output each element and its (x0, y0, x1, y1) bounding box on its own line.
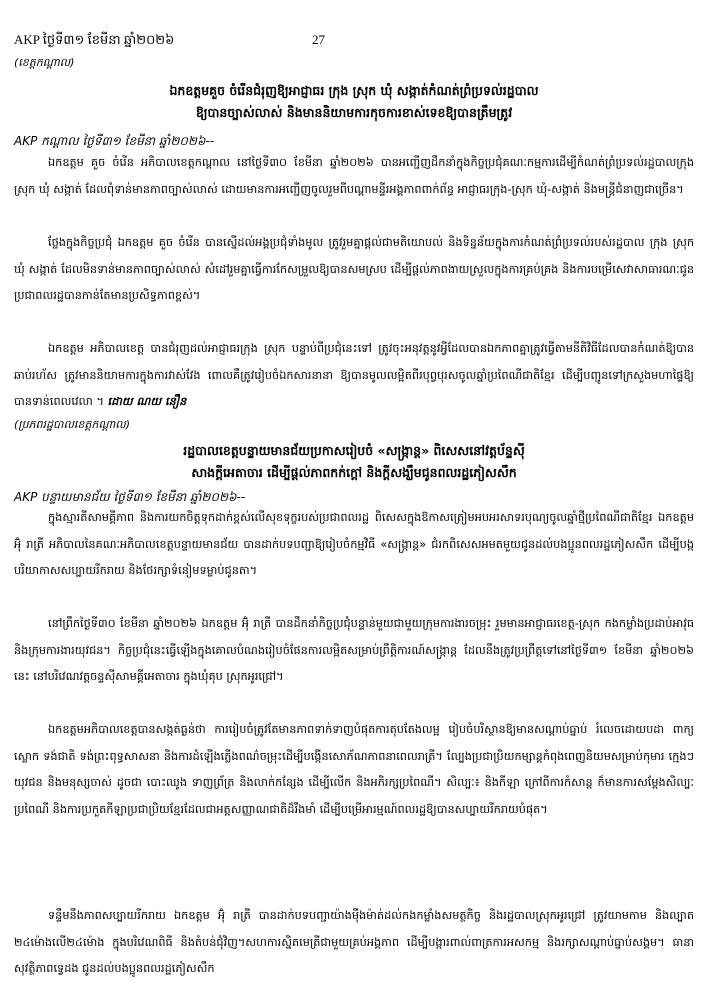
article-1-headline-line-2: ឱ្យបានច្បាស់លាស់ និងមាននិយាមការកុចការខាស់ទេខឱ្យបានត្រឹមត្រូវ (195, 105, 513, 120)
article-1-paragraph-1: ឯកឧត្តម គួច ចំរើន អភិបាលខេត្តកណ្ដាល នៅថ្ងៃទី៣០ ខែមីនា ឆ្នាំ២០២៦ បានអញ្ជើញដឹកនាំក្នុងកិច្ចប្រជុំគណៈកម្មការដើម្បីកំណត់ព្រំប្រទល់រដ្ឋបាលក្រុង ស្រុក ឃុំ សង្កាត់ ដែលពុំទាន់មានភាពច្បាស់លាស់ ដោយមានការអញ្ជើញចូលរួមពីបណ្ដាមន្ទីរអង្គភាពពាក់ព័ន្ធ អាជ្ញាធរក្រុង-ស្រុក ឃុំ-សង្កាត់ និងមន្ត្រីជំនាញជាច្រើន។ (14, 156, 694, 196)
article-2-paragraph-1: ក្នុងស្មារតីសាមគ្គីភាព និងការយកចិត្តទុកដាក់ខ្ពស់លើសុខទុក្ខរបស់ប្រជាពលរដ្ឋ ពិសេសក្នុងឱកាសត្រៀមអបអរសាទរបុណ្យចូលឆ្នាំថ្មីប្រពៃណីជាតិខ្មែរ ឯកឧត្តម អ៊ុំ រាត្រី អភិបាលនៃគណៈអភិបាលខេត្តបន្ទាយមានជ័យ បានដាក់បទបញ្ជាឱ្យរៀបចំកម្មវិធី «សង្ក្រាន្ត» ជំរកពិសេសអមតមួយជូនដល់បងប្អូនពលរដ្ឋភៀសសឹក ដើម្បីបង្កបរិយាកាសសប្បាយរីករាយ និងថែរក្សាទំនៀមទម្លាប់ជូនតា។ (14, 511, 694, 577)
article-2-headline-line-2: សាងក្តីអេតាចារ ដើម្បីផ្ដល់ភាពកក់ក្ដៅ និងក្ដីសង្ឃឹមជូនពលរដ្ឋភៀសសឹក (191, 465, 517, 480)
article-1-headline (14, 80, 694, 124)
header-date: AKP ថ្ងៃទី៣១ ខែមីនា ឆ្នាំ២០២៦ (14, 32, 175, 47)
article-2-paragraph-4: ទន្ទឹមនឹងភាពសប្បាយរីករាយ ឯកឧត្តម អ៊ុំ រាត្រី បានដាក់បទបញ្ជាយ៉ាងម៉ឺងម៉ាត់ដល់កងកម្លាំងសមត្ថកិច្ច និងរដ្ឋបាលស្រុកអូរជ្រៅ ត្រូវយាមកាម និងល្បាត ២៤ម៉ោងលើ២៤ម៉ោង ក្នុងបរិវេណពិធី និងតំបន់ជុំវិញ។សហការស្និតមេត្រីជាមួយគ្រប់អង្គភាព ដើម្បីបង្ការពាល់ពាត្រការអសកម្ម និងរក្សាសណ្ដាប់ធ្នាប់សង្គម។ ធានាសុវត្ថិភាពទ្វេដង ជូនដល់បងប្អូនពលរដ្ឋភៀសសឹក (14, 909, 694, 975)
article-1-paragraph-3-text: ឯកឧត្តម អភិបាលខេត្ត បានជំរុញដល់អាជ្ញាធរក្រុង ស្រុក បន្ទាប់ពីប្រជុំនេះទៅ ត្រូវចុះអនុវត្តនូវអ្វីដែលបានឯកភាពគ្នាត្រូវធ្វើតាមនីតិវិធីដែលបានកំណត់ឱ្យបានឆាប់រហ័ស ត្រូវមាននិយាមការក្នុងការវាស់វែង ពោលគឺត្រូវរៀបចំឯកសារនានា ឱ្យបានមូលលម្អិតពីរបុព្វបុរសចូលឆ្នាំប្រពៃណីជាតិខ្មែរ ដើម្បីបញ្ជូនទៅក្រសួងមហាផ្ទៃឱ្យបានទាន់ពេលវេលា ។ (14, 342, 694, 408)
article-2-headline (14, 440, 694, 484)
article-1-credit: (ប្រភពរដ្ឋបាលខេត្តកណ្ដាល) (14, 418, 131, 431)
article-2-headline-line-1: រដ្ឋបាលខេត្តបន្ទាយមានជ័យប្រកាសរៀបចំ «សង្ក្រាន្ត» ពិសេសនៅវត្តប័ន្ទស៊ី (183, 443, 525, 458)
article-2-paragraph-3: ឯកឧត្តមអភិបាលខេត្តបានសង្កត់ធ្ងន់ថា ការរៀបចំត្រូវតែមានភាពទាក់ទាញបំផុតការតុបតែងលម្អ រៀបចំបរិស្ថានឱ្យមានសណ្តាប់ធ្នាប់ រំលេចដោយបដា ពាក្យស្លោក ទង់ជាតិ ទង់ព្រះពុទ្ធសាសនា និងការដំឡើងភ្លើងពណ៌ចម្រុះដើម្បីបង្កើនសោភ័ណភាពនាពេលរាត្រី។ ល្បែងប្រជាប្រិយកម្សាន្តកំពុងពេញនិយមសម្រាប់កុមារ ក្មេងៗ យុវជន និងមនុស្សចាស់ ដូចជា បោះឈូង ទាញព្រ័ត្រ និងលាក់កន្សែង ដើម្បីលើក និងអភិរក្សប្រពៃណី។ សិល្បៈ៖ និងកីឡា ក្រៅពីការកំសាន្ត ក៏មានការសម្ដែងសិល្បៈប្រពៃណី និងការប្រកួតកីឡាប្រជាប្រិយខ្មែរដែលជាអត្តសញ្ញាណជាតិដ៏រឹងមាំ ដើម្បីបម្រើអារម្មណ៍ពលរដ្ឋឱ្យបានសប្បាយរីករាយបំផុត។ (14, 723, 694, 816)
article-1-author: ដោយ ណយ នឿន (107, 395, 187, 408)
article-1-headline-line-1: ឯកឧត្តមគួច ចំរើនជំរុញឱ្យអាជ្ញាធរ ក្រុង ស្រុក ឃុំ សង្កាត់កំណត់ព្រំប្រទល់រដ្ឋបាល (169, 83, 539, 98)
article-1-byline: AKP កណ្ដាល ថ្ងៃទី៣១ ខែមីនា ឆ្នាំ២០២៦-- (14, 134, 215, 148)
article-1-paragraph-3 (14, 336, 694, 416)
article-2-paragraph-2: នៅព្រឹកថ្ងៃទី៣០ ខែមីនា ឆ្នាំ២០២៦ ឯកឧត្តម អ៊ុំ រាត្រី បានដឹកនាំកិច្ចប្រជុំបន្ទាន់មួយជាមួយក្រុមការងារចម្រុះ រួមមានអាជ្ញាធរខេត្ត-ស្រុក កងកម្លាំងប្រដាប់អាវុធ និងក្រុមការងារយុវជន។ កិច្ចប្រជុំនេះធ្វើឡើងក្នុងគោលបំណងរៀបចំផែនការលម្អិតសម្រាប់ព្រឹត្តិការណ៍សង្ក្រាន្ត ដែលនឹងត្រូវប្រព្រឹត្តទៅនៅថ្ងៃទី៣១ ខែមីនា ឆ្នាំ២០២៦ នេះ នៅបរិវេណវត្តចន្ទស៊ីសាមគ្គីអេតាចារ ក្នុងឃុំគុប ស្រុកអូរជ្រៅ។ (14, 617, 694, 683)
page-header (14, 32, 694, 52)
article-2-byline: AKP បន្ទាយមានជ័យ ថ្ងៃទី៣១ ខែមីនា ឆ្នាំ២០២៦-- (14, 490, 246, 504)
article-1-paragraph-2: ថ្លែងក្នុងកិច្ចប្រជុំ ឯកឧត្តម គួច ចំរើន បានស្នើដល់អង្គប្រជុំទាំងមូល ត្រូវរួមគ្នាផ្ដល់ជាមតិយោបល់ និងទិន្នន័យក្នុងការកំណត់ព្រំប្រទល់របស់រដ្ឋបាល ក្រុង ស្រុក ឃុំ សង្កាត់ ដែលមិនទាន់មានភាពច្បាស់លាស់ សំដៅរួមគ្នាធ្វើការកែសម្រួលឱ្យបានសមស្រប ដើម្បីផ្ដល់ភាពងាយស្រួលក្នុងការគ្រប់គ្រង និងការបម្រើសេវាសាធារណៈជូនប្រជាពលរដ្ឋបានកាន់តែមានប្រសិទ្ធភាពខ្ពស់។ (14, 236, 694, 302)
article-1-source-tag: (ខេត្តកណ្ដាល) (14, 56, 75, 69)
page-number: 27 (312, 32, 325, 47)
